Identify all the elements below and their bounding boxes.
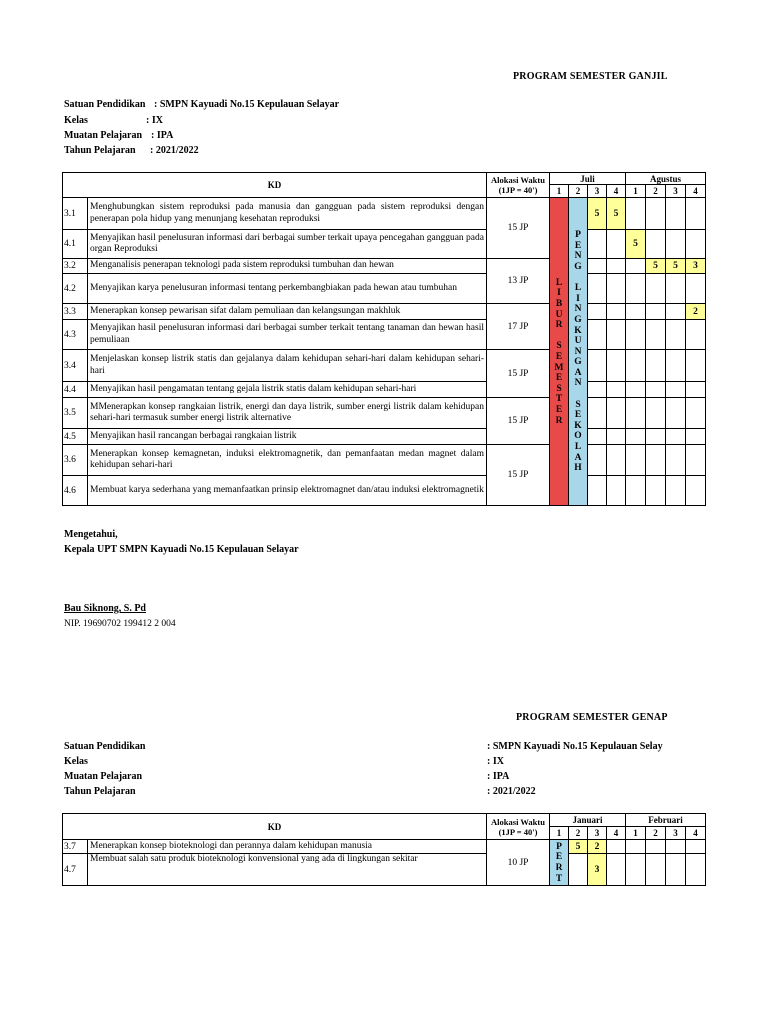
schedule-cell (607, 274, 626, 304)
kd-description: Menerapkan konsep kemagnetan, induksi elektromagnetik, dan pemanfaatan medan magnet dalam kehidupan sehari-hari (88, 445, 487, 476)
schedule-cell (686, 382, 706, 398)
ganjil-table (62, 172, 706, 506)
kd-description: Menghubungkan sistem reproduksi pada manusia dan gangguan pada sistem reproduksi dengan penerapan pola hidup yang menunjang kesehatan reproduksi (88, 198, 487, 230)
table-row (63, 840, 706, 854)
schedule-cell (646, 398, 666, 429)
kd-number: 3.7 (63, 840, 88, 854)
kd-description: Menerapkan konsep bioteknologi dan perannya dalam kehidupan manusia (88, 840, 487, 854)
info-value: : 2021/2022 (487, 786, 536, 797)
schedule-cell (607, 476, 626, 506)
info-label: Muatan Pelajaran (64, 130, 143, 141)
schedule-cell (569, 854, 588, 886)
alokasi-value: 13 JP (487, 259, 550, 304)
ganjil-info-muatan (64, 129, 464, 142)
signatory-name: Bau Siknong, S. Pd (64, 603, 146, 614)
month-agustus: Agustus (626, 173, 706, 185)
kd-description: MMenerapkan konsep rangkaian listrik, energi dan daya listrik, sumber energi listrik dalam kehidupan sehari-hari termasuk sumber energi listrik alternative (88, 398, 487, 429)
table-row (63, 259, 706, 274)
schedule-cell (626, 476, 646, 506)
schedule-cell: 5 (607, 198, 626, 230)
genap-info-satuan (64, 740, 704, 753)
kepala-label: Kepala UPT SMPN Kayuadi No.15 Kepulauan Selayar (64, 544, 299, 555)
schedule-cell: 3 (686, 259, 706, 274)
schedule-cell (646, 429, 666, 445)
kd-description: Menyajikan hasil penelusuran informasi dari berbagai sumber terkait tentang tanaman dan hewan hasil pemuliaan (88, 320, 487, 350)
week-header: 1 (626, 827, 646, 840)
info-label: Kelas (64, 756, 88, 767)
signatory-nip: NIP. 19690702 199412 2 004 (64, 619, 176, 629)
info-value: : SMPN Kayuadi No.15 Kepulauan Selayar (154, 99, 340, 110)
libur-semester-band (550, 198, 569, 506)
schedule-cell (626, 259, 646, 274)
schedule-cell: 5 (646, 259, 666, 274)
alokasi-value: 15 JP (487, 398, 550, 445)
table-row (63, 476, 706, 506)
table-row (63, 274, 706, 304)
alokasi-value: 15 JP (487, 350, 550, 398)
table-row (63, 445, 706, 476)
ganjil-title: PROGRAM SEMESTER GANJIL (513, 71, 668, 82)
schedule-cell (686, 320, 706, 350)
alokasi-value: 10 JP (487, 840, 550, 886)
month-juli: Juli (550, 173, 626, 185)
kd-number: 4.3 (63, 320, 88, 350)
schedule-cell: 5 (666, 259, 686, 274)
schedule-cell: 3 (588, 854, 607, 886)
table-row (63, 398, 706, 429)
alokasi-value: 15 JP (487, 445, 550, 506)
schedule-cell (646, 304, 666, 320)
schedule-cell (646, 445, 666, 476)
genap-table (62, 813, 706, 886)
schedule-cell (646, 854, 666, 886)
schedule-cell (666, 429, 686, 445)
info-label: Muatan Pelajaran (64, 771, 143, 782)
kd-number: 4.1 (63, 230, 88, 259)
alokasi-value: 17 JP (487, 304, 550, 350)
schedule-cell (626, 445, 646, 476)
info-label: Tahun Pelajaran (64, 145, 136, 156)
week-header: 4 (607, 827, 626, 840)
schedule-cell (646, 840, 666, 854)
table-row (63, 230, 706, 259)
schedule-cell (646, 320, 666, 350)
schedule-cell (686, 274, 706, 304)
schedule-cell: 5 (569, 840, 588, 854)
week-header: 2 (646, 827, 666, 840)
pert-band (550, 840, 569, 886)
schedule-cell (626, 198, 646, 230)
schedule-cell: 5 (626, 230, 646, 259)
table-row (63, 382, 706, 398)
schedule-cell: 2 (588, 840, 607, 854)
schedule-cell (686, 350, 706, 382)
genap-info-tahun (64, 785, 704, 798)
schedule-cell (666, 274, 686, 304)
schedule-cell (588, 230, 607, 259)
genap-title: PROGRAM SEMESTER GENAP (516, 712, 668, 723)
month-februari: Februari (626, 814, 706, 827)
schedule-cell (588, 382, 607, 398)
schedule-cell (646, 476, 666, 506)
schedule-cell (626, 350, 646, 382)
schedule-cell (607, 304, 626, 320)
info-value: : IPA (151, 130, 174, 141)
schedule-cell (646, 198, 666, 230)
kd-description: Menerapkan konsep pewarisan sifat dalam pemuliaan dan kelangsungan makhluk (88, 304, 487, 320)
kd-number: 3.6 (63, 445, 88, 476)
schedule-cell (626, 398, 646, 429)
week-header: 4 (686, 827, 706, 840)
genap-info-kelas (64, 755, 704, 768)
schedule-cell (588, 304, 607, 320)
table-row (63, 320, 706, 350)
kd-description: Menyajikan hasil penelusuran informasi dari berbagai sumber terkait upaya pencegahan gangguan pada organ Reproduksi (88, 230, 487, 259)
kd-description: Menyajikan karya penelusuran informasi tentang perkembangbiakan pada hewan atau tumbuhan (88, 274, 487, 304)
schedule-cell (607, 840, 626, 854)
kd-description: Menganalisis penerapan teknologi pada sistem reproduksi tumbuhan dan hewan (88, 259, 487, 274)
alokasi-value: 15 JP (487, 198, 550, 259)
week-header: 3 (588, 827, 607, 840)
schedule-cell (646, 350, 666, 382)
schedule-cell (626, 320, 646, 350)
kd-description: Menyajikan hasil pengamatan tentang gejala listrik statis dalam kehidupan sehari-hari (88, 382, 487, 398)
schedule-cell (588, 476, 607, 506)
ganjil-info-tahun (64, 144, 464, 157)
schedule-cell (686, 445, 706, 476)
schedule-cell (666, 382, 686, 398)
kd-number: 4.2 (63, 274, 88, 304)
kd-number: 3.3 (63, 304, 88, 320)
kd-number: 3.4 (63, 350, 88, 382)
table-row (63, 304, 706, 320)
ganjil-info-kelas (64, 114, 464, 127)
schedule-cell (607, 398, 626, 429)
schedule-cell (588, 429, 607, 445)
kd-description: Menjelaskan konsep listrik statis dan gejalanya dalam kehidupan sehari-hari dalam kehidupan sehari-hari (88, 350, 487, 382)
info-value: : 2021/2022 (150, 145, 199, 156)
schedule-cell (686, 398, 706, 429)
kd-header: KD (63, 173, 487, 198)
info-value: : IPA (487, 771, 510, 782)
schedule-cell (646, 382, 666, 398)
week-header: 2 (646, 185, 666, 198)
schedule-cell (607, 350, 626, 382)
alokasi-header: Alokasi Waktu (1JP = 40') (487, 814, 550, 840)
week-header: 4 (686, 185, 706, 198)
schedule-cell (607, 230, 626, 259)
info-label: Satuan Pendidikan (64, 99, 146, 110)
schedule-cell (626, 382, 646, 398)
schedule-cell: 2 (686, 304, 706, 320)
schedule-cell: 5 (588, 198, 607, 230)
info-label: Tahun Pelajaran (64, 786, 136, 797)
week-header: 3 (666, 185, 686, 198)
week-header: 1 (626, 185, 646, 198)
alokasi-header: Alokasi Waktu (1JP = 40') (487, 173, 550, 198)
ganjil-info-satuan (64, 98, 464, 111)
schedule-cell (666, 398, 686, 429)
schedule-cell (607, 259, 626, 274)
schedule-cell (666, 320, 686, 350)
schedule-cell (686, 230, 706, 259)
schedule-cell (626, 429, 646, 445)
schedule-cell (666, 350, 686, 382)
schedule-cell (588, 445, 607, 476)
table-row (63, 198, 706, 230)
schedule-cell (607, 382, 626, 398)
info-label: Kelas (64, 115, 88, 126)
schedule-cell (686, 476, 706, 506)
table-row (63, 854, 706, 886)
info-value: : IX (487, 756, 504, 767)
schedule-cell (646, 274, 666, 304)
schedule-cell (686, 854, 706, 886)
kd-number: 4.4 (63, 382, 88, 398)
schedule-cell (588, 274, 607, 304)
schedule-cell (686, 198, 706, 230)
kd-description: Menyajikan hasil rancangan berbagai rangkaian listrik (88, 429, 487, 445)
schedule-cell (666, 445, 686, 476)
week-header: 4 (607, 185, 626, 198)
week-header: 2 (569, 827, 588, 840)
table-row (63, 429, 706, 445)
schedule-cell (666, 198, 686, 230)
schedule-cell (607, 320, 626, 350)
schedule-cell (588, 398, 607, 429)
kd-description: Membuat salah satu produk bioteknologi konvensional yang ada di lingkungan sekitar (88, 854, 487, 886)
kd-number: 4.6 (63, 476, 88, 506)
month-januari: Januari (550, 814, 626, 827)
schedule-cell (666, 840, 686, 854)
week-header: 3 (666, 827, 686, 840)
schedule-cell (626, 840, 646, 854)
info-value: : IX (146, 115, 163, 126)
table-row (63, 350, 706, 382)
schedule-cell (588, 320, 607, 350)
schedule-cell (607, 445, 626, 476)
genap-info-muatan (64, 770, 704, 783)
schedule-cell (626, 274, 646, 304)
schedule-cell (626, 304, 646, 320)
schedule-cell (666, 230, 686, 259)
schedule-cell (666, 854, 686, 886)
schedule-cell (588, 259, 607, 274)
schedule-cell (607, 429, 626, 445)
schedule-cell (686, 429, 706, 445)
schedule-cell (626, 854, 646, 886)
pengenalan-lingkungan-band (569, 198, 588, 506)
pengenalan-lingkungan-label: P E N G L I N G K U N G A N S E K O L A H (574, 230, 582, 474)
info-label: Satuan Pendidikan (64, 741, 146, 752)
week-header: 3 (588, 185, 607, 198)
kd-description: Membuat karya sederhana yang memanfaatkan prinsip elektromagnet dan/atau induksi elektromagnetik (88, 476, 487, 506)
mengetahui-label: Mengetahui, (64, 529, 118, 540)
kd-number: 3.5 (63, 398, 88, 429)
schedule-cell (686, 840, 706, 854)
week-header: 1 (550, 185, 569, 198)
kd-number: 3.1 (63, 198, 88, 230)
schedule-cell (588, 350, 607, 382)
schedule-cell (666, 304, 686, 320)
pert-label: P E R T (555, 841, 563, 884)
kd-number: 3.2 (63, 259, 88, 274)
schedule-cell (666, 476, 686, 506)
kd-number: 4.5 (63, 429, 88, 445)
libur-semester-label: L I B U R S E M E S T E R (554, 277, 564, 426)
kd-number: 4.7 (63, 854, 88, 886)
info-value: : SMPN Kayuadi No.15 Kepulauan Selay (487, 741, 663, 752)
week-header: 1 (550, 827, 569, 840)
week-header: 2 (569, 185, 588, 198)
schedule-cell (607, 854, 626, 886)
schedule-cell (646, 230, 666, 259)
kd-header: KD (63, 814, 487, 840)
